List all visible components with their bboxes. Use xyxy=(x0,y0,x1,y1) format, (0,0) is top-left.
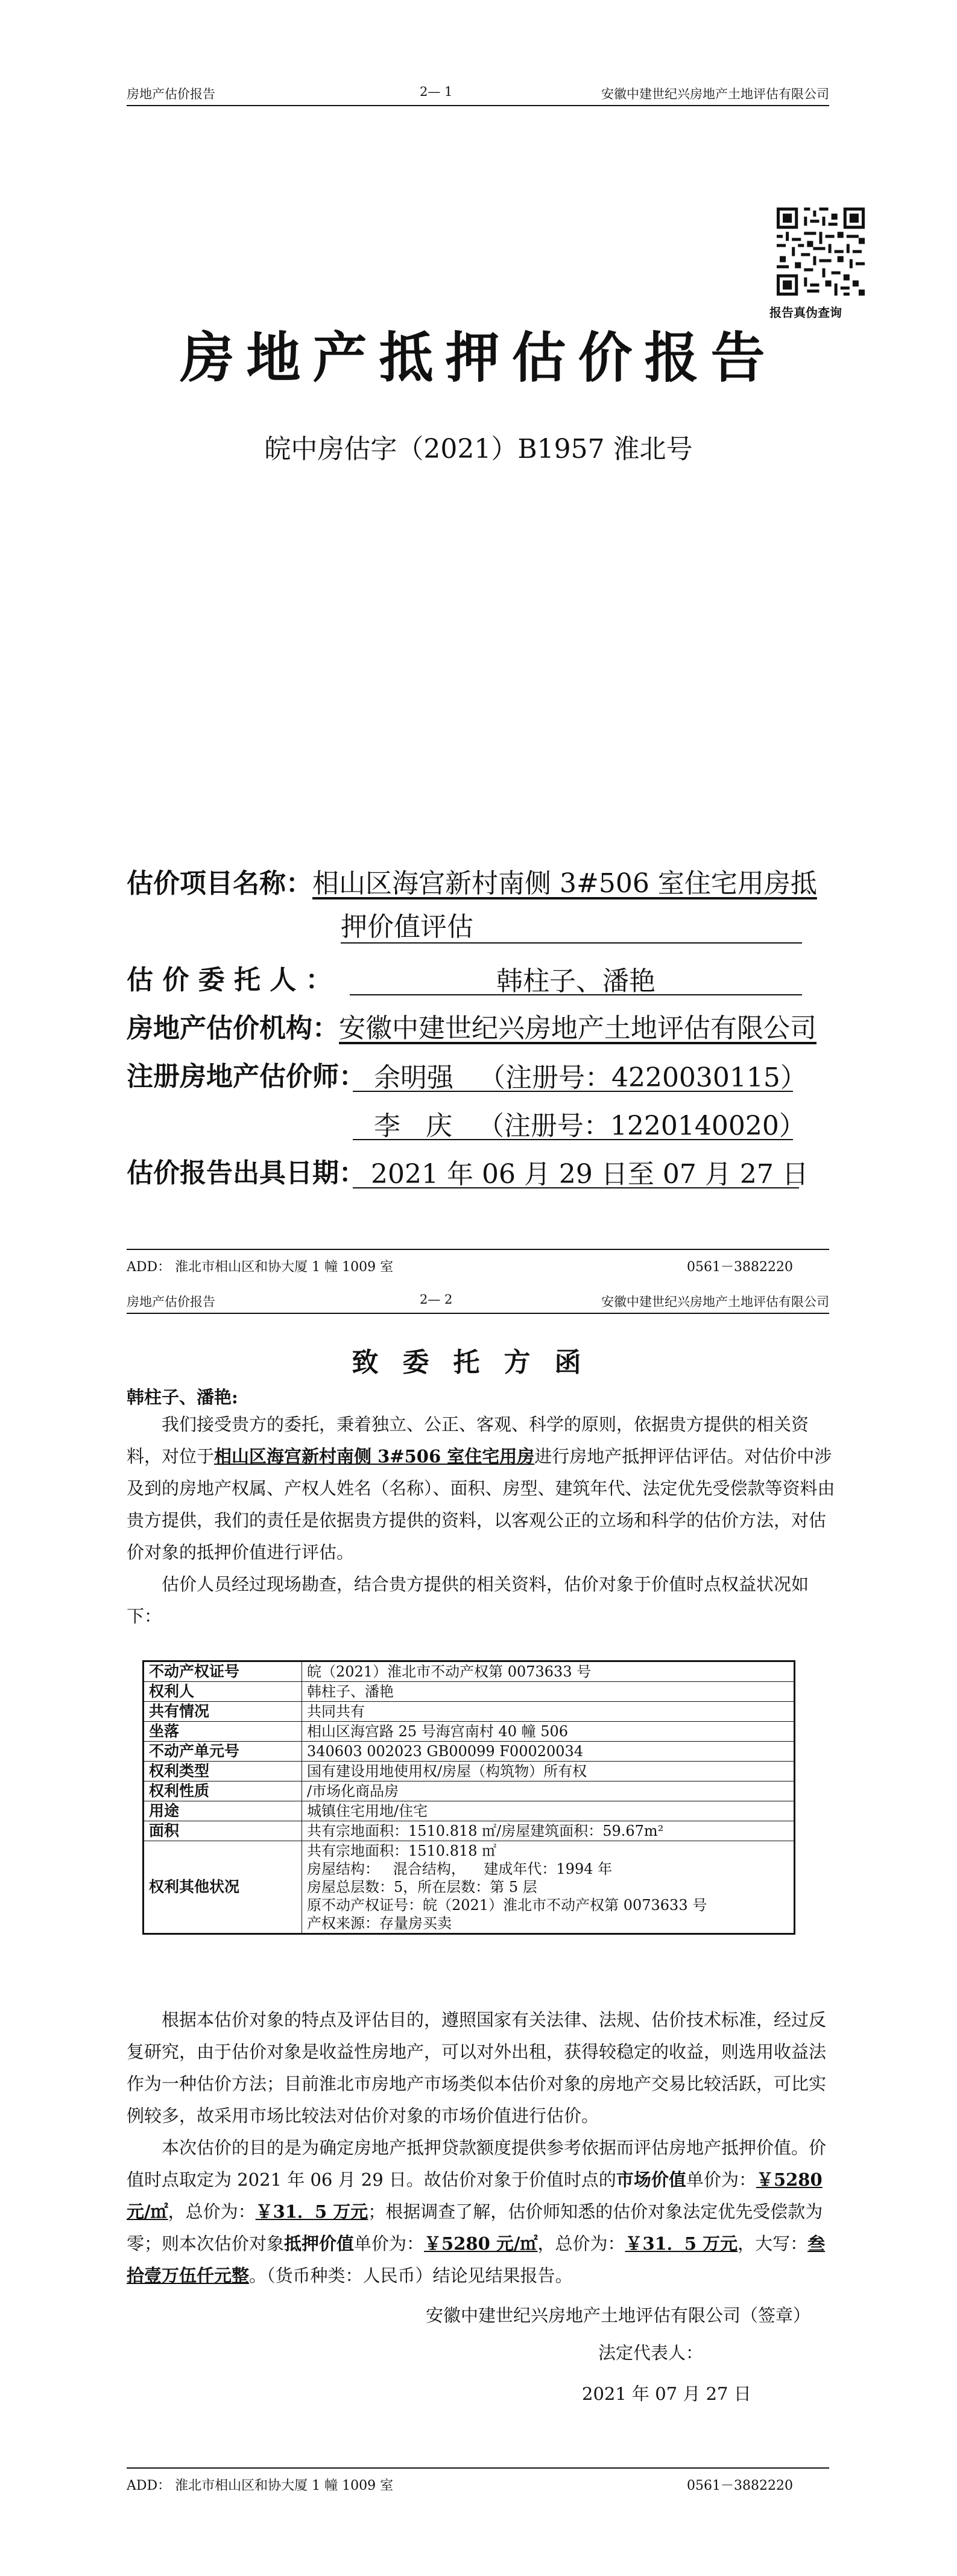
p1-text-c: 进行房地产抵押评估评估。对估价中涉及到的房地产权属、产权人姓名（名称）、面积、房型、建筑年代、法定优先受偿款等资料由贵方提供，我们的责任是依据贵方提供的资料，以客观公正的立场和科学的估价方法，对估价对象的抵押价值进行评估。 xyxy=(127,1446,835,1562)
agency-label: 房地产估价机构： xyxy=(127,1013,339,1044)
table-row xyxy=(144,1661,795,1682)
header-rule xyxy=(127,1313,829,1314)
p4-text-a: 本次估价的目的是为确定房地产抵押贷款额度提供参考依据而评估房地产抵押价值。价值时点取定为 2021 年 06 月 29 日。故估价对象于价值时点的 xyxy=(127,2137,827,2190)
property-address: 相山区海宫新村南侧 3#506 室住宅用房 xyxy=(214,1446,535,1467)
table-row xyxy=(144,1821,795,1841)
table-row xyxy=(144,1781,795,1801)
amount-in-words: 叁拾壹万伍仟元整 xyxy=(127,2233,826,2286)
header-right: 安徽中建世纪兴房地产土地评估有限公司 xyxy=(601,1295,829,1309)
footer-address: ADD： 淮北市相山区和协大厦 1 幢 1009 室 xyxy=(127,2478,394,2493)
footer-address: ADD： 淮北市相山区和协大厦 1 幢 1009 室 xyxy=(127,1260,394,1275)
client-row xyxy=(127,958,332,997)
table-row xyxy=(144,1702,795,1722)
other-rights-line: 共有宗地面积：1510.818 ㎡ xyxy=(307,1842,497,1859)
footer-phone: 0561－3882220 xyxy=(687,1260,793,1275)
table-value: 韩柱子、潘艳 xyxy=(302,1682,795,1702)
table-value: 皖（2021）淮北市不动产权第 0073633 号 xyxy=(302,1661,795,1682)
paragraph-2 xyxy=(127,1569,835,1632)
client-label: 估 价 委 托 人 ： xyxy=(127,965,332,995)
p4-text-c: 单价为： xyxy=(686,2169,756,2190)
market-total-price: ￥31．5 万元 xyxy=(255,2201,368,2222)
signature-company: 安徽中建世纪兴房地产土地评估有限公司（签章） xyxy=(426,2305,811,2326)
report-number: 皖中房估字（2021）B1957 淮北号 xyxy=(264,434,693,465)
signature-date: 2021 年 07 月 27 日 xyxy=(582,2384,751,2404)
market-unit-price: ￥5280 元/㎡ xyxy=(127,2169,823,2222)
table-value: 相山区海宫路 25 号海宫南村 40 幢 506 xyxy=(302,1722,795,1742)
table-key: 面积 xyxy=(144,1821,302,1841)
p4-text-m: ，大写： xyxy=(737,2233,808,2254)
table-value: 共有宗地面积：1510.818 ㎡/房屋建筑面积：59.67m² xyxy=(302,1821,795,1841)
project-label: 估价项目名称： xyxy=(127,868,312,899)
p4-text-o: 。（货币种类：人民币）结论见结果报告。 xyxy=(249,2265,573,2286)
project-value-line1: 相山区海宫新村南侧 3#506 室住宅用房抵 xyxy=(312,868,817,899)
appraiser-1: 余明强 （注册号：4220030115） xyxy=(374,1062,807,1093)
paragraph-4 xyxy=(127,2132,835,2292)
footer-phone: 0561－3882220 xyxy=(687,2478,793,2493)
mortgage-value-label: 抵押价值 xyxy=(284,2233,355,2254)
mortgage-total-price: ￥31．5 万元 xyxy=(625,2233,738,2254)
table-row xyxy=(144,1801,795,1821)
page1-footer xyxy=(127,1257,829,1275)
header-page-number: 2— 1 xyxy=(420,84,453,99)
other-rights-line: 产权来源：存量房买卖 xyxy=(307,1915,452,1932)
p3-text: 根据本估价对象的特点及评估目的，遵照国家有关法律、法规、估价技术标准，经过反复研究，由于估价对象是收益性房地产，可以对外出租，获得较稳定的收益，则选用收益法作为一种估价方法；目前淮北市房地产市场类似本估价对象的房地产交易比较活跃，可比实例较多，故采用市场比较法对估价对象的市场价值进行估价。 xyxy=(127,2010,827,2126)
agency-value: 安徽中建世纪兴房地产土地评估有限公司 xyxy=(339,1013,816,1044)
table-value: 340603 002023 GB00099 F00020034 xyxy=(302,1742,795,1762)
appraiser-2-underline xyxy=(353,1139,793,1140)
letter-title: 致委托方函 xyxy=(352,1347,605,1378)
table-row xyxy=(144,1682,795,1702)
other-rights-line: 房屋总层数：5，所在层数：第 5 层 xyxy=(307,1879,537,1896)
report-title: 房地产抵押估价报告 xyxy=(180,326,777,390)
mortgage-unit-price: ￥5280 元/㎡ xyxy=(424,2233,538,2254)
table-value: 共同共有 xyxy=(302,1702,795,1722)
table-key: 用途 xyxy=(144,1801,302,1821)
date-underline xyxy=(353,1187,799,1188)
table-key: 权利其他状况 xyxy=(144,1841,302,1934)
p1-text-a: 我们接受贵方的委托，秉着独立、公正、客观、科学的原则，依据贵方提供的相关资料，对位于 xyxy=(127,1414,809,1467)
project-value-line2: 押价值评估 xyxy=(341,912,473,942)
header-left: 房地产估价报告 xyxy=(127,1295,215,1309)
p4-text-k: ，总价为： xyxy=(537,2233,625,2254)
p2-text: 估价人员经过现场勘查，结合贵方提供的相关资料，估价对象于价值时点权益状况如下： xyxy=(127,1574,809,1626)
table-value-multiline xyxy=(302,1841,795,1934)
table-key: 权利性质 xyxy=(144,1781,302,1801)
table-key: 不动产单元号 xyxy=(144,1742,302,1762)
project-row xyxy=(127,861,817,900)
qr-label: 报告真伪查询 xyxy=(769,305,842,320)
table-row xyxy=(144,1841,795,1934)
client-underline xyxy=(350,994,802,995)
appraiser-label: 注册房地产估价师： xyxy=(127,1061,365,1092)
header-rule xyxy=(127,105,829,106)
page1-header xyxy=(127,71,829,107)
table-key: 权利人 xyxy=(144,1682,302,1702)
table-value: /市场化商品房 xyxy=(302,1781,795,1801)
rights-table xyxy=(142,1660,795,1935)
market-value-label: 市场价值 xyxy=(616,2169,686,2190)
page2-header xyxy=(127,1279,829,1315)
project-row-2 xyxy=(341,905,473,944)
salutation: 韩柱子、潘艳: xyxy=(127,1387,238,1407)
date-row xyxy=(127,1151,365,1190)
page2-footer xyxy=(127,2475,829,2494)
client-value: 韩柱子、潘艳 xyxy=(496,966,655,997)
date-label: 估价报告出具日期： xyxy=(127,1158,365,1188)
appraiser-row xyxy=(127,1055,365,1093)
project-underline xyxy=(341,942,802,944)
p4-text-e: ，总价为： xyxy=(168,2201,256,2222)
table-row xyxy=(144,1722,795,1742)
header-left: 房地产估价报告 xyxy=(127,87,215,101)
header-page-number: 2— 2 xyxy=(420,1292,453,1307)
agency-row xyxy=(127,1006,816,1045)
qr-code-icon[interactable] xyxy=(777,208,865,296)
page2-footer-rule xyxy=(127,2467,829,2469)
table-key: 坐落 xyxy=(144,1722,302,1742)
paragraph-1 xyxy=(127,1409,835,1569)
signature-representative: 法定代表人： xyxy=(598,2343,704,2363)
appraiser-1-underline xyxy=(353,1091,793,1092)
table-value: 城镇住宅用地/住宅 xyxy=(302,1801,795,1821)
other-rights-line: 原不动产权证号：皖（2021）淮北市不动产权第 0073633 号 xyxy=(307,1897,707,1914)
table-value: 国有建设用地使用权/房屋（构筑物）所有权 xyxy=(302,1762,795,1781)
table-key: 不动产权证号 xyxy=(144,1661,302,1682)
table-key: 权利类型 xyxy=(144,1762,302,1781)
header-right: 安徽中建世纪兴房地产土地评估有限公司 xyxy=(601,87,829,101)
table-row xyxy=(144,1762,795,1781)
date-value: 2021 年 06 月 29 日至 07 月 27 日 xyxy=(371,1159,809,1190)
page1-footer-rule xyxy=(127,1249,829,1250)
p4-text-i: 单价为： xyxy=(354,2233,425,2254)
table-key: 共有情况 xyxy=(144,1702,302,1722)
table-row xyxy=(144,1742,795,1762)
p4-text-g: ；根据调查了解，估价师知悉的估价对象法定优先受偿款为零；则本次估价对象 xyxy=(127,2201,823,2254)
paragraph-3 xyxy=(127,2004,835,2132)
other-rights-line: 房屋结构： 混合结构， 建成年代：1994 年 xyxy=(307,1861,613,1877)
appraiser-2: 李 庆 （注册号：1220140020） xyxy=(374,1111,806,1141)
